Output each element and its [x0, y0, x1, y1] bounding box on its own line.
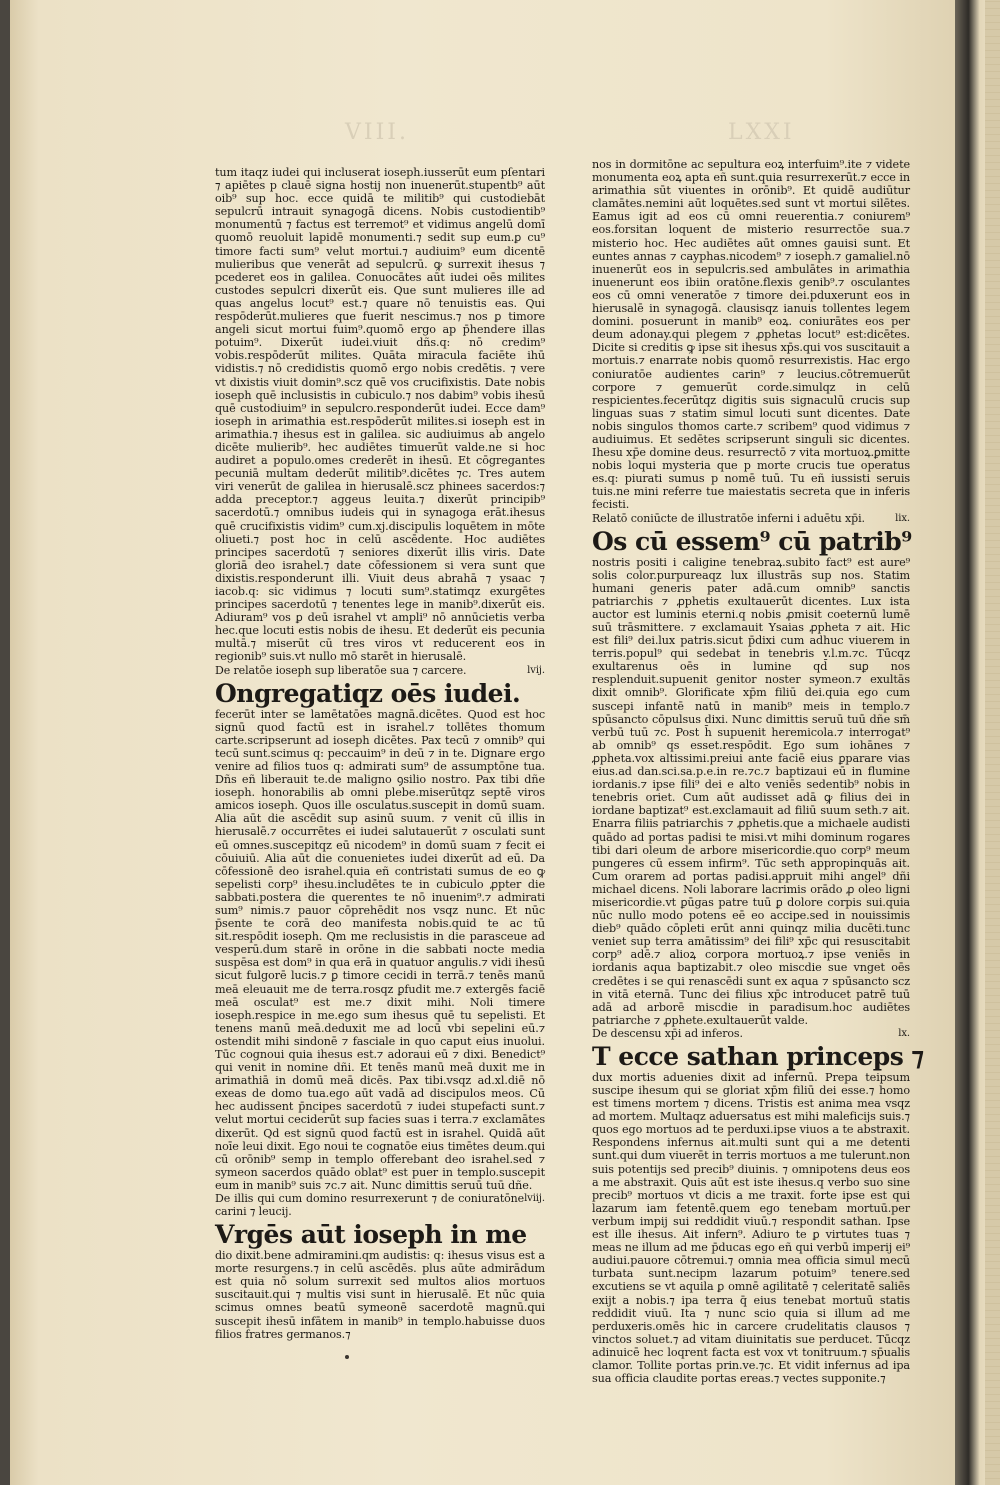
chapter-number: lix.: [895, 512, 910, 524]
chapter-number: lvij.: [527, 664, 545, 676]
next-page-edge: [985, 0, 1000, 1485]
rubric-text: Relatō coniūcte de illustratōe inferni i aduētu xp̄i.: [592, 511, 865, 525]
faint-folio-left: VIII.: [345, 120, 409, 145]
right-rubric-2: [592, 1027, 910, 1040]
chapter-heading-congregati: Ongregatiqz oēs iudei.: [215, 678, 521, 708]
chapter-heading-nos-cum: Os cū essem⁹ cū patrib⁹: [592, 526, 912, 556]
chapter-number: lx.: [898, 1027, 910, 1039]
faint-folio-right: LXXI: [728, 120, 795, 145]
ink-speck: [345, 1355, 349, 1359]
left-text-block-2: fecerūt inter se lamētatōes magnā.dicētes. Quod est hoc signū quod factū est in israhel.⁊ tollētes thomum carte.scripserunt ad ioseph dicētes. Pax tecū ⁊ omnib⁹ qui tecū sunt.scimus q: peccauim⁹ in deū ⁊ in te. Dignare ergo venire ad filios tuos q: admirati sum⁹ de assumptōne tua. Dñs eñ liberauit te.de maligno ꝯsilio nostro. Pax tibi dñe ioseph. honorabilis ab omni plebe.miserūtqz septē viros amicos ioseph. Quos ille osculatus.suscepit in domū suam. Alia aūt die ascēdit sup asinū suum. ⁊ venit cū illis in hierusalē.⁊ occurrētes ei iudei salutauerūt ⁊ osculati sunt eū omnes.suscepitqz eū nicodem⁹ in domū suam ⁊ fecit ei cōuiuiū. Alia aūt die conuenietes iudei dixerūt ad eū. Da cōfessionē deo israhel.quia eñ contristati sumus de eo ꝙ sepelisti corp⁹ ihesu.includētes te in cubiculo ꝓpter die sabbati.postera die querentes te nō inuenim⁹.⁊ admirati sum⁹ nimis.⁊ pauor cōprehēdit nos vsqz nunc. Et nūc p̄sente te corā deo manifesta nobis.quid te ac tū sit.respōdit ioseph. Qm me reclusistis in die parasceue ad vesperū.dum starē in orōne in die sabbati nocte media suspēsa est dom⁹ in qua erā in quatuor angulis.⁊ vidi ihesū sicut fulgorē lucis.⁊ ꝑ timore cecidi in terrā.⁊ tenēs manū meā eleuauit me de terra.rosqz ꝑfudit me.⁊ extergēs faciē meā osculat⁹ est me.⁊ dixit mihi. Noli timere ioseph.respice in me.ego sum ihesus quē tu sepelisti. Et tenens manū meā.deduxit me ad locū vbi sepelini eū.⁊ ostendit mihi sindonē ⁊ fasciale in quo caput eius inuolui. Tūc cognoui quia ihesus est.⁊ adoraui eū ⁊ dixi. Benedict⁹ qui venit in nomine dñi. Et tenēs manū meā duxit me in arimathiā in domū meā dicēs. Pax tibi.vsqz ad.xl.diē nō exeas de domo tua.ego aūt vadā ad discipulos meos. Cū hec audissent p̄ncipes sacerdotū ⁊ iudei stupefacti sunt.⁊ velut mortui ceciderūt sup facies suas i terra.⁊ exclamātes dixerūt. Qd est signū quod factū est in israhel. Quidā aūt noīe leui dixit. Ego noui te cognatōe eius timētes deum.qui cū orōnib⁹ semp in templo offerebant deo israhel.sed ⁊ symeon sacerdos quādo oblat⁹ est puer in templo.suscepit eum in manib⁹ suis ⁊c.⁊ ait. Nunc dimittis seruū tuū dñe.: [215, 707, 545, 1192]
chapter-number: lviij.: [524, 1193, 545, 1205]
right-text-block-3: dux mortis aduenies dixit ad infernū. Prepa teipsum suscipe ihesum qui se gloriat xp̄m filiū dei esse.⁊ homo est timens mortem ⁊ dicens. Tristis est anima mea vsqz ad mortem. Multaqz aduersatus est mihi maleficijs suis.⁊ quos ego mortuos ad te perduxi.ipse viuos a te abstraxit. Respondens infernus ait.multi sunt qui a me detenti sunt.qui dum viuerēt in terris mortuos a me tulerunt.non suis potentijs sed precib⁹ diuinis. ⁊ omnipotens deus eos a me abstraxit. Quis aūt est iste ihesus.q verbo suo sine precib⁹ mortuos vt dicis a me traxit. forte ipse est qui lazarum iam fetentē.quem ego tenebam mortuū.per verbum impij sui reddidit viuū.⁊ respondit sathan. Ipse est ille ihesus. Ait infern⁹. Adiuro te ꝑ virtutes tuas ⁊ meas ne illum ad me p̄ducas ego eñ qui verbū imperij ei⁹ audiui.pauore cōtremui.⁊ omnia mea officia simul mecū turbata sunt.necipm lazarum potuim⁹ tenere.sed excutiens se vt aquila ꝑ omnē agilitatē ⁊ celeritatē saliēs exijt a nobis.⁊ ipa terra q̄ eius tenebat mortuū statis reddidit viuū. Ita ⁊ nunc scio quia si illum ad me perduxeris.omēs hic in carcere crudelitatis clausos ⁊ vinctos soluet.⁊ ad vitam diuinitatis sue perducet. Tūcqz adinuicē hec loqrent facta est vox vt tonitruum.⁊ sp̄ualis clamor. Tollite portas prin.ve.⁊c. Et vidit infernus ad ipa sua officia claudite portas ereas.⁊ vectes supponite.⁊: [592, 1070, 910, 1386]
left-column: [215, 166, 545, 1341]
right-text-block-2: nostris positi i caligine tenebraꝝ.subito fact⁹ est aure⁹ solis color.purpureaqz lux illustrās sup nos. Statim humani generis pater adā.cum omnib⁹ sanctis patriarchis ⁊ ꝓphetis exultauerūt dicentes. Lux ista auctor est luminis eterni.q nobis ꝓmisit coeternū lumē suū trāsmittere. ⁊ exclamauit Ysaias ꝓpheta ⁊ ait. Hic est fili⁹ dei.lux patris.sicut p̄dixi cum adhuc viuerem in terris.popul⁹ qui sedebat in tenebris v.l.m.⁊c. Tūcqz exultarenus oēs in lumine qd̄ suꝑ nos resplenduit.supuenit genitor noster symeon.⁊ exultās dixit omnib⁹. Glorificate xp̄m filiū dei.quia ego cum suscepi infantē natū in manib⁹ meis in templo.⁊ spūsancto cōpulsus dixi. Nunc dimittis seruū tuū dñe sm̄ verbū tuū ⁊c. Post h̄ supuenit heremicola.⁊ interrogat⁹ ab omnib⁹ qs esset.respōdit. Ego sum iohānes ⁊ ꝓpheta.vox altissimi.preiui ante faciē eius ꝑparare vias eius.ad dan.sci.sa.p.e.in re.⁊c.⁊ baptizaui eū in flumine iordanis.⁊ ipse fili⁹ dei e alto veniēs sedentib⁹ nobis in tenebris oriet. Cum aūt audisset adā ꝙ filius dei in iordane baptizat⁹ est.exclamauit ad filiū suum seth.⁊ ait. Enarra filiis patriarchis ⁊ ꝓphetis.que a michaele audisti quādo ad portas padisi te misi.vt mihi dominum rogares tibi dari oleum de arbore misericordie.quo corp⁹ meum pungeres cū essem infirm⁹. Tūc seth appropinquās ait. Cum orarem ad portas padisi.appruit mihi angel⁹ dñi michael dicens. Noli laborare lacrimis orādo ꝓ oleo ligni misericordie.vt ꝑūgas patre tuū ꝑ dolore corpis sui.quia nūc nullo modo potens eē eo accipe.sed in nouissimis dieb⁹ quādo cōpleti erūt anni quinqz milia ducēti.tunc veniet sup terra amātissim⁹ dei fili⁹ xp̄c qui resuscitabit corp⁹ adē.⁊ alioꝝ corpora mortuoꝝ.⁊ ipse veniēs in iordanis aqua baptizabit.⁊ oleo miscdie sue vnget oēs credētes i se qui renascēdi sunt ex aqua ⁊ spūsancto scz in vitā eternā. Tunc dei filius xp̄c introducet patrē tuū adā ad arborē miscdie in paradisum.hoc audiētes patriarche ⁊ ꝓphete.exultauerūt valde.: [592, 555, 910, 1027]
left-rubric-1: [215, 664, 545, 677]
chapter-heading-urgens: Vrgēs aūt ioseph in me: [215, 1220, 527, 1250]
rubric-text: De relatōe ioseph sup liberatōe sua ⁊ carcere.: [215, 663, 467, 677]
right-column: [592, 158, 924, 1386]
right-text-block-1: nos in dormitōne ac sepultura eoꝝ interfuim⁹.ite ⁊ videte monumenta eoꝝ apta eñ sunt.quia resurrexerūt.⁊ ecce in arimathia sūt viuentes in orōnib⁹. Et quidē audiūtur clamātes.nemini aūt loquētes.sed sunt vt mortui silētes. Eamus igit ad eos cū omni reuerentia.⁊ coniurem⁹ eos.forsitan loquent de misterio resurrectōe sua.⁊ misterio hoc. Hec audiētes aūt omnes gauisi sunt. Et euntes annas ⁊ cayphas.nicodem⁹ ⁊ ioseph.⁊ gamaliel.nō inuenerūt eos in sepulcris.sed ambulātes in arimathia inuenerunt eos ibiin oratōne.flexis genib⁹.⁊ osculantes eos cū omni veneratōe ⁊ timore dei.pduxerunt eos in hierusalē in synagogā. clausisqz ianuis tollentes legem domini. posuerunt in manib⁹ eoꝝ. coniurātes eos per deum adonay.qui plegem ⁊ ꝓphetas locut⁹ est:dicētes. Dicite si creditis ꝙ ipse sit ihesus xp̄s.qui vos suscitauit a mortuis.⁊ enarrate nobis quomō resurrexistis. Hac ergo coniuratōe audientes carin⁹ ⁊ leucius.cōtremuerūt corpore ⁊ gemuerūt corde.simulqz in celū respicientes.fecerūtqz digitis suis signaculū crucis sup linguas suas ⁊ statim simul locuti sunt dicentes. Date nobis singulos thomos carte.⁊ scribem⁹ quod vidimus ⁊ audiuimus. Et sedētes scripserunt singuli sic dicentes. Ihesu xp̄e domine deus. resurrectō ⁊ vita mortuoꝝ.ꝑmitte nobis loqui mysteria que p morte crucis tue operatus es.q: piurati sumus p nomē tuū. Tu eñ iussisti seruis tuis.ne mini referre tue maiestatis secreta que in inferis fecisti.: [592, 158, 910, 512]
chapter-heading-et-ecce: T ecce sathan princeps ⁊: [592, 1041, 924, 1071]
left-text-block-1: tum itaqz iudei qui incluserat ioseph.iusserūt eum pſentari ⁊ apiētes p clauē signa hostij non inuenerūt.stupentb⁹ aūt oib⁹ sup hoc. ecce quidā te militib⁹ qui custodiebāt sepulcrū intrauit synagogā dicens. Nobis custodientib⁹ monumentū ⁊ factus est terremot⁹ et vidimus angelū domī quomō reuoluit lapidē monumenti.⁊ sedit sup eum.ꝑ cu⁹ timore facti sum⁹ velut mortui.⁊ audiuim⁹ eum dicentē mulieribus que venerāt ad sepulcrū. ꝙ surrexit ihesus ⁊ pcederet eos in galilea. Conuocātes aūt iudei oēs milites custodes sepulcri dixerūt eis. Que sunt mulieres ille ad quas angelus locut⁹ est.⁊ quare nō tenuistis eas. Qui respōderūt.mulieres que fuerit nescimus.⁊ nos ꝑ timore angeli sicut mortui fuim⁹.quomō ergo ap p̄hendere illas potuim⁹. Dixerūt iudei.viuit dñs.q: nō credim⁹ vobis.respōderūt milites. Quāta miracula faciēte ihū vidistis.⁊ nō credidistis quomō ergo nobis credētis. ⁊ vere vt dixistis viuit domin⁹.scz quē vos crucifixistis. Date nobis ioseph quē inclusistis in cubiculo.⁊ nos dabim⁹ vobis ihesū quē custodiuim⁹ in sepulcro.responderūt iudei. Ecce dam⁹ ioseph in arimathia est.respōderūt milites.si ioseph est in arimathia.⁊ ihesus est in galilea. sic audiuimus ab angelo dicēte mulierib⁹. hec audiētes timuerūt valde.ne si hoc audiret a populo.omes crederēt in ihesū. Et cōgregantes pecuniā multam dederūt militib⁹.dicētes ⁊c. Tres autem viri venerūt de galilea in hierusalē.scz phinees sacerdos:⁊ adda preceptor.⁊ aggeus leuita.⁊ dixerūt principib⁹ sacerdotū.⁊ omnibus iudeis qui in synagoga erāt.ihesus quē crucifixistis vidim⁹ cum.xj.discipulis loquētem in mōte oliueti.⁊ post hoc in celū ascēdente. Hoc audiētes principes sacerdotū ⁊ seniores dixerūt illis viris. Date gloriā deo israhel.⁊ date cōfessionem si vera sunt que dixistis.responderunt illi. Viuit deus abrahā ⁊ ysaac ⁊ iacob.q: sic vidimus ⁊ locuti sum⁹.statimqz exurgētes principes sacerdotū ⁊ tenentes lege in manib⁹.dixerūt eis. Adiuram⁹ vos ꝑ deū israhel vt ampli⁹ nō annūcietis verba hec.que locuti estis nobis de ihesu. Et dederūt eis pecunia multā.⁊ miserūt cū tres viros vt reducerent eos in regionib⁹ suis.vt nullo mō starēt in hierusalē.: [215, 166, 545, 664]
right-rubric-1: [592, 512, 910, 525]
rubric-text: De illis qui cum domino resurrexerunt ⁊ de coniuratōne carini ⁊ leucij.: [215, 1192, 525, 1219]
rubric-text: De descensu xp̄i ad inferos.: [592, 1026, 743, 1040]
left-rubric-2: [215, 1192, 545, 1218]
left-text-block-3: dio dixit.bene admiramini.qm audistis: q: ihesus visus est a morte resurgens.⁊ in celū ascēdēs. plus aūte admirādum est quia nō solum surrexit sed multos alios mortuos suscitauit.qui ⁊ multis visi sunt in hierusalē. Et nūc quia scimus omnes beatū symeonē sacerdotē magnū.qui suscepit ihesū infātem in manib⁹ in templo.habuisse duos filios fratres germanos.⁊: [215, 1249, 545, 1341]
